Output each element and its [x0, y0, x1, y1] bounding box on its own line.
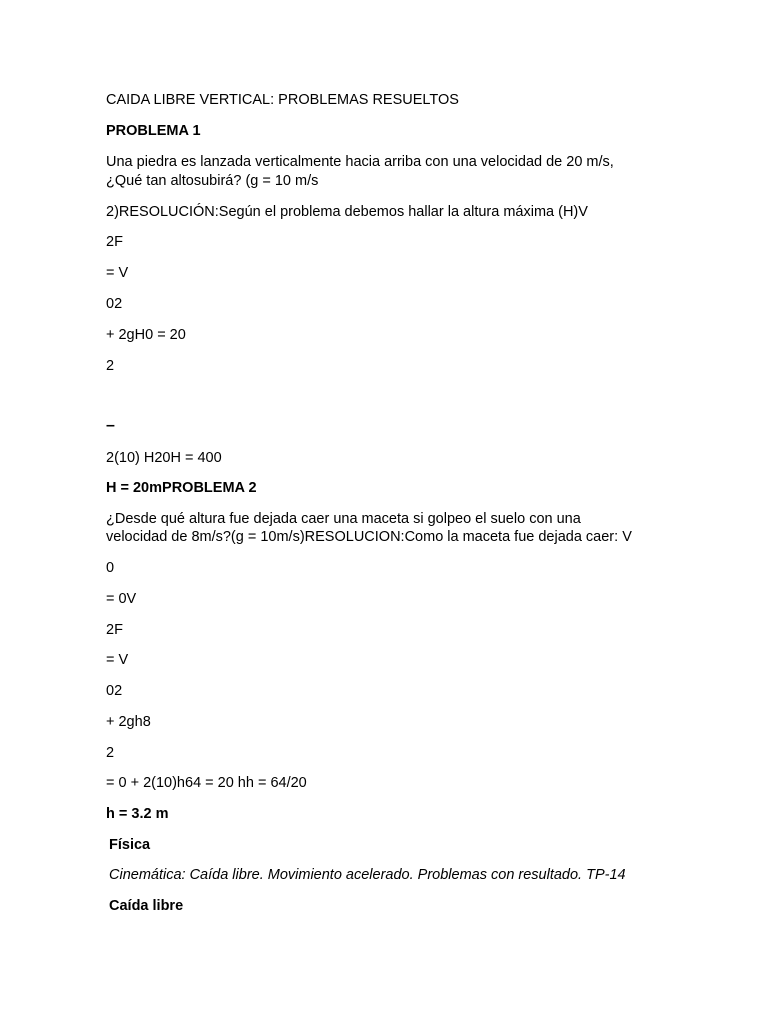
- equation-line: 2: [106, 745, 115, 761]
- section-heading-caida-libre: Caída libre: [109, 898, 184, 914]
- dash-mark: –: [106, 417, 115, 434]
- equation-line: 2F: [106, 234, 123, 250]
- equation-line: = V: [106, 265, 129, 281]
- document-title: CAIDA LIBRE VERTICAL: PROBLEMAS RESUELTOS: [106, 92, 459, 108]
- equation-line: = V: [106, 652, 129, 668]
- problem-1-result-and-problem-2-heading: H = 20mPROBLEMA 2: [106, 480, 257, 496]
- equation-line: 2: [106, 358, 115, 374]
- problem-1-statement-line-1: Una piedra es lanzada verticalmente hacia arriba con una velocidad de 20 m/s,: [106, 154, 614, 170]
- equation-line: = 0V: [106, 591, 137, 607]
- problem-2-statement-line-2: velocidad de 8m/s?(g = 10m/s)RESOLUCION:Como la maceta fue dejada caer: V: [106, 529, 632, 545]
- equation-line: 02: [106, 683, 123, 699]
- equation-line: + 2gH0 = 20: [106, 327, 186, 343]
- problem-1-statement-line-2: ¿Qué tan altosubirá? (g = 10 m/s: [106, 173, 319, 189]
- equation-line: 0: [106, 560, 115, 576]
- equation-line: 2F: [106, 622, 123, 638]
- equation-line: + 2gh8: [106, 714, 151, 730]
- problem-1-resolution: 2)RESOLUCIÓN:Según el problema debemos hallar la altura máxima (H)V: [106, 204, 588, 220]
- equation-line: 02: [106, 296, 123, 312]
- problem-2-statement-line-1: ¿Desde qué altura fue dejada caer una maceta si golpeo el suelo con una: [106, 511, 581, 527]
- problem-1-heading: PROBLEMA 1: [106, 123, 201, 139]
- problem-2-result: h = 3.2 m: [106, 806, 169, 822]
- equation-line: = 0 + 2(10)h64 = 20 hh = 64/20: [106, 775, 307, 791]
- subtitle-cinematica: Cinemática: Caída libre. Movimiento acelerado. Problemas con resultado. TP-14: [109, 867, 626, 883]
- equation-line: 2(10) H20H = 400: [106, 450, 222, 466]
- section-heading-fisica: Física: [109, 837, 151, 853]
